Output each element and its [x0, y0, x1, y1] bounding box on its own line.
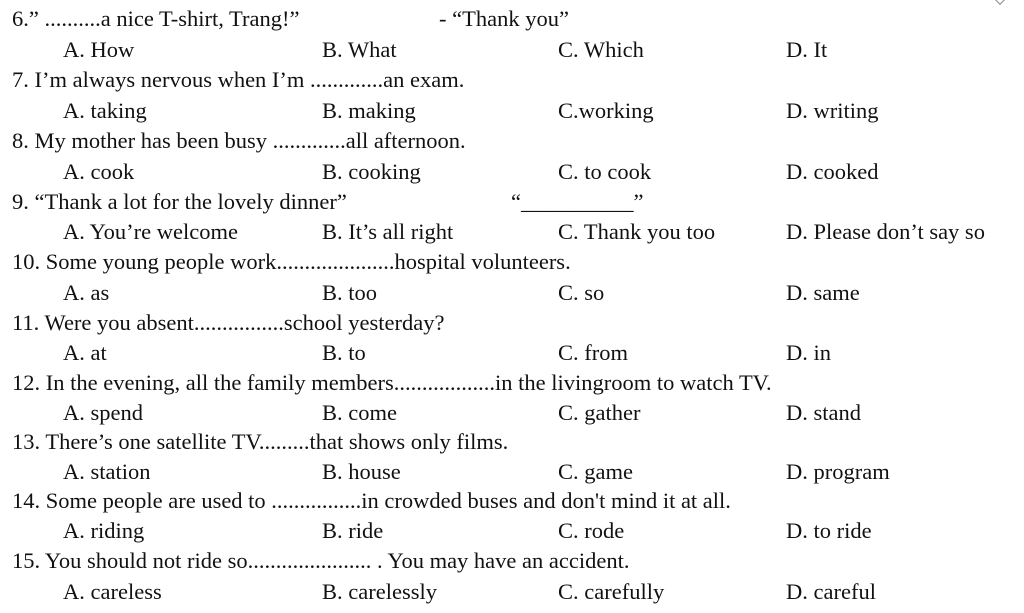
question-text: 13. There’s one satellite TV.........that shows only films.: [12, 429, 509, 454]
question-row: [0, 187, 1024, 217]
option-b: B. too: [322, 280, 378, 305]
question-text: 15. You should not ride so...................... . You may have an accident.: [12, 548, 630, 573]
option-a: A. You’re welcome: [63, 219, 238, 244]
question-row: [0, 247, 1024, 277]
option-b: B. to: [322, 340, 366, 365]
options-row: [0, 398, 1024, 428]
options-row: [0, 516, 1024, 546]
question-row: [0, 427, 1024, 457]
question-text: 12. In the evening, all the family members..................in the livingroom to watch TV.: [12, 370, 772, 395]
question-reply: “__________”: [511, 189, 644, 214]
option-d: D. cooked: [786, 159, 879, 184]
options-row: [0, 278, 1024, 308]
options-row: [0, 96, 1024, 126]
question-row: [0, 126, 1024, 156]
option-d: D. same: [786, 280, 860, 305]
option-c: C. Which: [558, 37, 644, 62]
option-b: B. ride: [322, 518, 384, 543]
option-c: C. gather: [558, 400, 641, 425]
options-row: [0, 157, 1024, 187]
options-row: [0, 577, 1024, 607]
options-row: [0, 35, 1024, 65]
option-a: A. station: [63, 459, 151, 484]
option-d: D. stand: [786, 400, 861, 425]
question-row: [0, 65, 1024, 95]
question-row: [0, 486, 1024, 516]
option-b: B. come: [322, 400, 397, 425]
page-corner-mark: [995, 0, 1005, 5]
option-d: D. careful: [786, 579, 876, 604]
question-row: [0, 308, 1024, 338]
question-text: 8. My mother has been busy .............all afternoon.: [12, 128, 466, 153]
option-c: C. Thank you too: [558, 219, 716, 244]
option-a: A. How: [63, 37, 135, 62]
option-c: C. from: [558, 340, 628, 365]
option-a: A. taking: [63, 98, 147, 123]
question-row: [0, 368, 1024, 398]
option-a: A. riding: [63, 518, 145, 543]
options-row: [0, 338, 1024, 368]
option-a: A. spend: [63, 400, 143, 425]
option-b: B. cooking: [322, 159, 421, 184]
option-a: A. careless: [63, 579, 162, 604]
option-c: C. so: [558, 280, 605, 305]
question-text: 11. Were you absent................school yesterday?: [12, 310, 445, 335]
option-d: D. program: [786, 459, 890, 484]
option-b: B. house: [322, 459, 401, 484]
question-text: 14. Some people are used to ................in crowded buses and don't mind it at all.: [12, 488, 731, 513]
option-b: B. making: [322, 98, 416, 123]
option-c: C.working: [558, 98, 654, 123]
option-c: C. to cook: [558, 159, 652, 184]
question-row: [0, 546, 1024, 576]
option-a: A. as: [63, 280, 110, 305]
question-text: 9. “Thank a lot for the lovely dinner”: [12, 189, 347, 214]
option-c: C. carefully: [558, 579, 665, 604]
option-b: B. It’s all right: [322, 219, 454, 244]
question-text: 7. I’m always nervous when I’m .............an exam.: [12, 67, 465, 92]
option-d: D. It: [786, 37, 828, 62]
question-reply: - “Thank you”: [439, 6, 569, 31]
question-text: 10. Some young people work.....................hospital volunteers.: [12, 249, 571, 274]
option-d: D. writing: [786, 98, 879, 123]
option-d: D. Please don’t say so: [786, 219, 985, 244]
option-d: D. in: [786, 340, 831, 365]
option-a: A. at: [63, 340, 107, 365]
option-c: C. rode: [558, 518, 625, 543]
question-text: 6.” ..........a nice T-shirt, Trang!”: [12, 6, 300, 31]
options-row: [0, 457, 1024, 487]
option-b: B. carelessly: [322, 579, 437, 604]
option-c: C. game: [558, 459, 633, 484]
option-d: D. to ride: [786, 518, 872, 543]
option-a: A. cook: [63, 159, 135, 184]
options-row: [0, 217, 1024, 247]
question-row: [0, 4, 1024, 34]
option-b: B. What: [322, 37, 397, 62]
